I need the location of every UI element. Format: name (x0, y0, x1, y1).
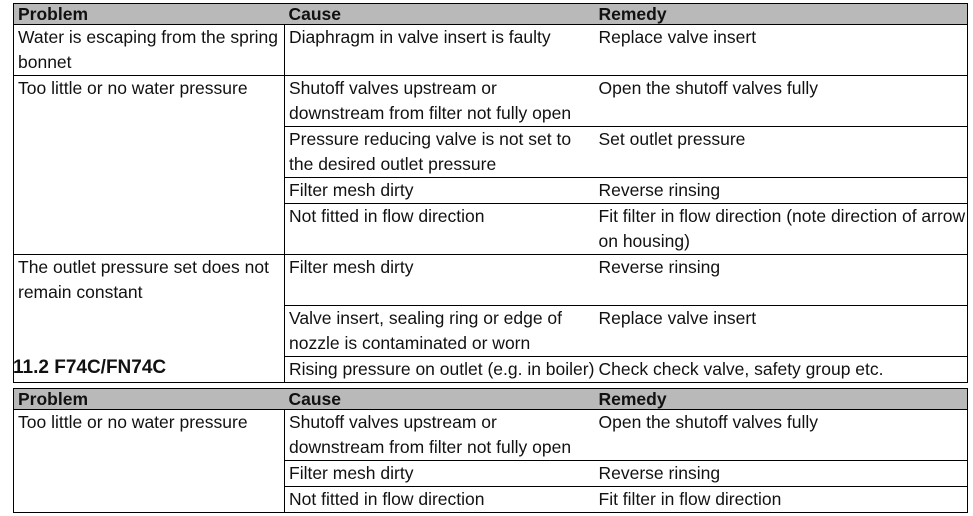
problem-cell (14, 178, 285, 204)
cause-cell: Rising pressure on outlet (e.g. in boiler) (285, 356, 595, 382)
remedy-cell: Fit filter in flow direction (595, 487, 968, 513)
remedy-cell: Open the shutoff valves fully (595, 76, 968, 127)
header-remedy: Remedy (595, 389, 968, 410)
problem-cell: The outlet pressure set does not remain constant (14, 255, 285, 306)
problem-cell (14, 127, 285, 178)
table-row (14, 461, 968, 487)
remedy-cell: Open the shutoff valves fully (595, 410, 968, 461)
header-problem: Problem (14, 4, 285, 25)
table-header-row (14, 389, 968, 410)
table-row (14, 305, 968, 356)
remedy-cell: Check check valve, safety group etc. (595, 356, 968, 382)
table-row (14, 410, 968, 461)
cause-cell: Not fitted in flow direction (285, 487, 595, 513)
cause-cell: Filter mesh dirty (285, 461, 595, 487)
table-row (14, 178, 968, 204)
remedy-cell: Reverse rinsing (595, 255, 968, 306)
problem-cell (14, 305, 285, 356)
header-problem: Problem (14, 389, 285, 410)
remedy-cell: Replace valve insert (595, 25, 968, 76)
table-row (14, 76, 968, 127)
cause-cell: Shutoff valves upstream or downstream from filter not fully open (285, 410, 595, 461)
header-remedy: Remedy (595, 4, 968, 25)
remedy-cell: Reverse rinsing (595, 178, 968, 204)
table-row (14, 255, 968, 306)
problem-cell: Too little or no water pressure (14, 410, 285, 461)
remedy-cell: Replace valve insert (595, 305, 968, 356)
header-cause: Cause (285, 4, 595, 25)
cause-cell: Filter mesh dirty (285, 178, 595, 204)
problem-cell (14, 461, 285, 487)
remedy-cell: Fit filter in flow direction (note direction of arrow on housing) (595, 204, 968, 255)
cause-cell: Diaphragm in valve insert is faulty (285, 25, 595, 76)
cause-cell: Shutoff valves upstream or downstream from filter not fully open (285, 76, 595, 127)
remedy-cell: Set outlet pressure (595, 127, 968, 178)
section-heading: 11.2 F74C/FN74C (13, 357, 167, 378)
table-row (14, 204, 968, 255)
table-row (14, 25, 968, 76)
table-row (14, 487, 968, 513)
problem-cell: Water is escaping from the spring bonnet (14, 25, 285, 76)
problem-cell (14, 204, 285, 255)
remedy-cell: Reverse rinsing (595, 461, 968, 487)
cause-cell: Valve insert, sealing ring or edge of nozzle is contaminated or worn (285, 305, 595, 356)
cause-cell: Pressure reducing valve is not set to the desired outlet pressure (285, 127, 595, 178)
troubleshooting-table-2 (13, 388, 968, 513)
cause-cell: Not fitted in flow direction (285, 204, 595, 255)
table-row (14, 127, 968, 178)
problem-cell (14, 487, 285, 513)
problem-cell: Too little or no water pressure (14, 76, 285, 127)
troubleshooting-table-1 (13, 3, 968, 383)
header-cause: Cause (285, 389, 595, 410)
cause-cell: Filter mesh dirty (285, 255, 595, 306)
table-header-row (14, 4, 968, 25)
